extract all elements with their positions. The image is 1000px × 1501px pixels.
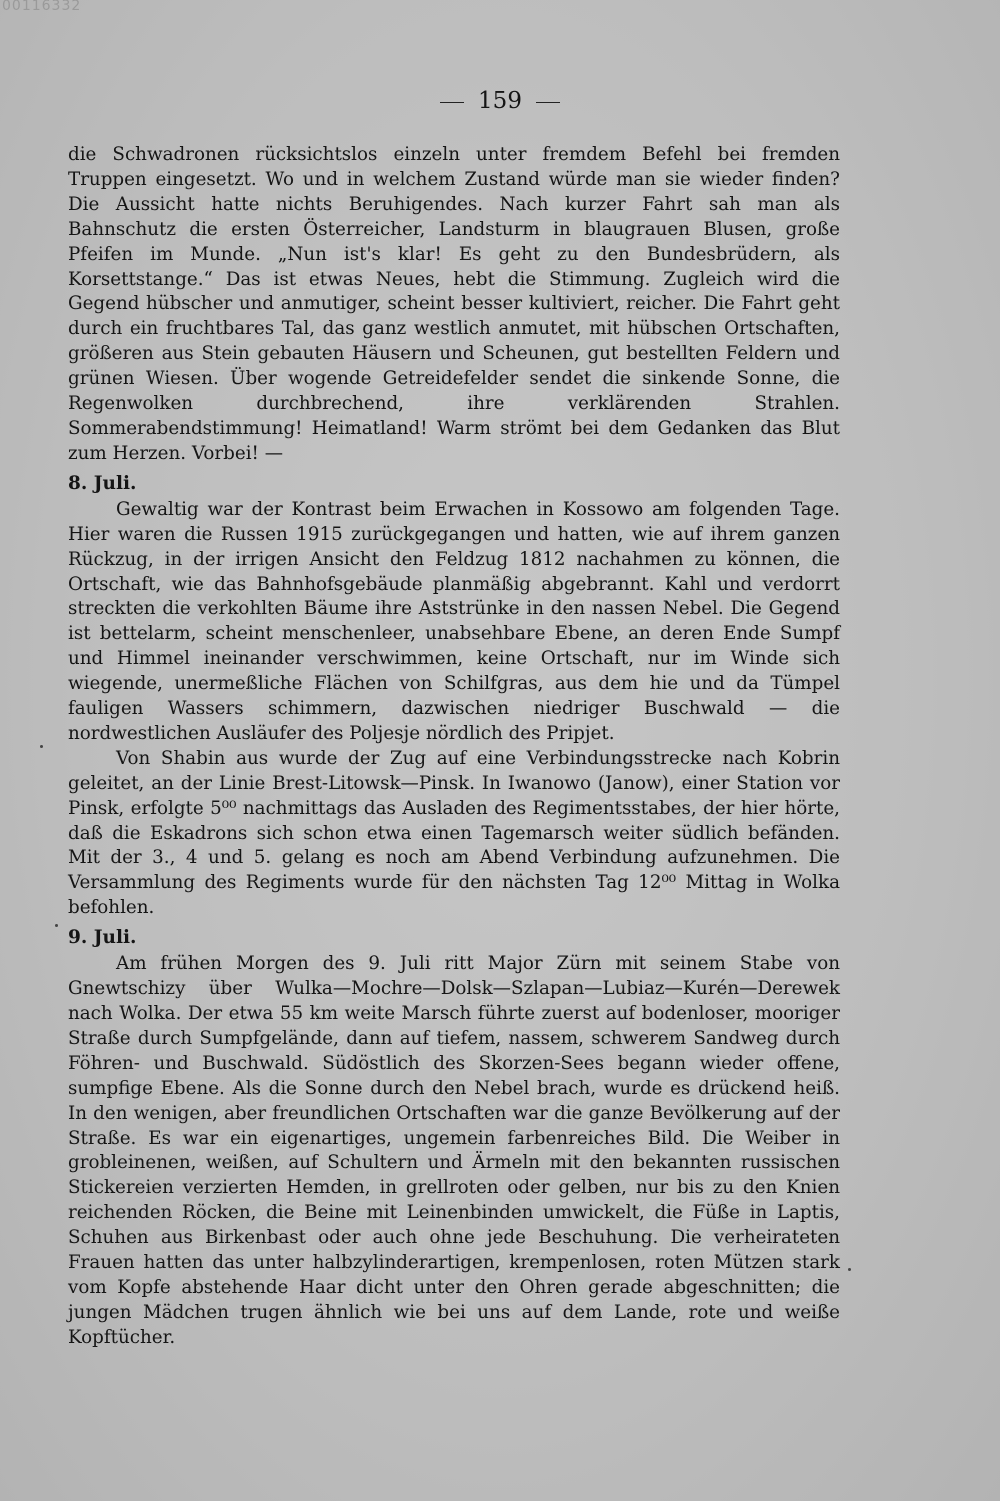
header-dash-left [440,102,464,103]
section-heading-9-juli: 9. Juli. [68,927,137,949]
corner-mark: 00116332 [2,0,82,14]
paragraph: Am frühen Morgen des 9. Juli ritt Major Zürn mit seinem Stabe von Gnewtschizy über Wulka—Mochre—Dolsk—Szlapan—Lubiaz—Kurén—Derewek nach Wolka. Der etwa 55 km weite Marsch führte zuerst auf bodenloser, mooriger Straße durch Sumpfgelände, dann auf tiefem, nassem, schwerem Sandweg durch Föhren- und Buschwald. Südöstlich des Skorzen-Sees begann wieder offene, sumpfige Ebene. Als die Sonne durch den Nebel brach, wurde es drückend heiß. In den wenigen, aber freundlichen Ortschaften war die ganze Bevölkerung auf der Straße. Es war ein eigenartiges, ungemein farbenreiches Bild. Die Weiber in grobleinenen, weißen, auf Schultern und Ärmeln mit den bekannten russischen Stickereien verzierten Hemden, in grellroten oder gelben, nur bis zu den Knien reichenden Röcken, die Beine mit Leinenbinden umwickelt, die Füße in Laptis, Schuhen aus Birkenbast oder auch ohne jede Beschuhung. Die verheirateten Frauen hatten das unter halbzylinderartigen, krempenlosen, roten Mützen stark vom Kopfe abstehende Haar dicht unter den Ohren gerade abgeschnitten; die jungen Mädchen trugen ähnlich wie bei uns auf dem Lande, rote und weiße Kopftücher. [68,953,840,1348]
paragraph: Gewaltig war der Kontrast beim Erwachen in Kossowo am folgenden Tage. Hier waren die Russen 1915 zurückgegangen und hatten, wie auf ihrem ganzen Rückzug, in der irrigen Ansicht den Feldzug 1812 nachahmen zu können, die Ortschaft, wie das Bahnhofsgebäude planmäßig abgebrannt. Kahl und verdorrt streckten die verkohlten Bäume ihre Aststrünke in den nassen Nebel. Die Gegend ist bettelarm, scheint menschenleer, unabsehbare Ebene, an deren Ende Sumpf und Himmel ineinander verschwimmen, keine Ortschaft, nur im Winde sich wiegende, unermeßliche Flächen von Schilfgras, aus dem hie und da Tümpel fauligen Wassers schimmern, dazwischen niedriger Buschwald — die nordwestlichen Ausläufer des Poljesje nördlich des Pripjet. [68,498,840,744]
header-dash-right [536,102,560,103]
section-heading-8-juli: 8. Juli. [68,472,137,494]
paper-speck [40,745,43,748]
page-header [0,88,1000,114]
paper-speck [848,1268,851,1271]
page-number: 159 [478,88,522,114]
page-body [68,143,840,1351]
paper-speck [55,924,58,927]
paragraph: Von Shabin aus wurde der Zug auf eine Verbindungsstrecke nach Kobrin geleitet, an der Linie Brest-Litowsk—Pinsk. In Iwanowo (Janow), einer Station vor Pinsk, erfolgte 5⁰⁰ nachmittags das Ausladen des Regimentsstabes, der hier hörte, daß die Eskadrons sich schon etwa einen Tagemarsch weiter südlich befänden. Mit der 3., 4 und 5. gelang es noch am Abend Verbindung aufzunehmen. Die Versammlung des Regiments wurde für den nächsten Tag 12⁰⁰ Mittag in Wolka befohlen. [68,747,840,919]
paragraph: die Schwadronen rücksichtslos einzeln unter fremdem Befehl bei fremden Truppen eingesetzt. Wo und in welchem Zustand würde man sie wieder finden? Die Aussicht hatte nichts Beruhigendes. Nach kurzer Fahrt sah man als Bahnschutz die ersten Österreicher, Landsturm in blaugrauen Blusen, große Pfeifen im Munde. „Nun ist's klar! Es geht zu den Bundesbrüdern, als Korsettstange.“ Das ist etwas Neues, hebt die Stimmung. Zugleich wird die Gegend hübscher und anmutiger, scheint besser kultiviert, reicher. Die Fahrt geht durch ein fruchtbares Tal, das ganz westlich anmutet, mit hübschen Ortschaften, größeren aus Stein gebauten Häusern und Scheunen, gut bestellten Feldern und grünen Wiesen. Über wogende Getreidefelder sendet die sinkende Sonne, die Regenwolken durchbrechend, ihre verklärenden Strahlen. Sommerabendstimmung! Heimatland! Warm strömt bei dem Gedanken das Blut zum Herzen. Vorbei! — [68,144,840,464]
